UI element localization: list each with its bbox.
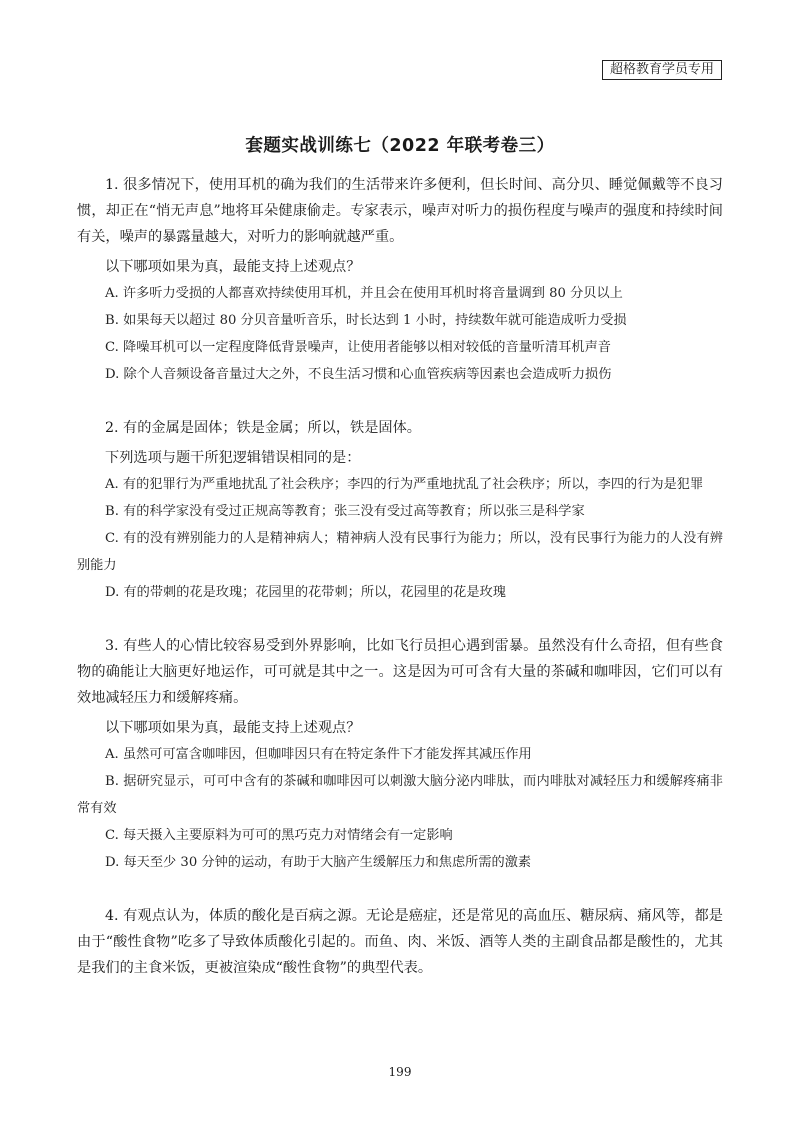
option-d[interactable]: D. 除个人音频设备音量过大之外，不良生活习惯和心血管疾病等因素也会造成听力损伤 [105, 367, 612, 382]
question-4 [77, 903, 723, 981]
option-c[interactable]: C. 有的没有辨别能力的人是精神病人；精神病人没有民事行为能力；所以，没有民事行为能力的人没有辨别能力 [77, 531, 723, 573]
question-stem: 2. 有的金属是固体；铁是金属；所以，铁是固体。 [105, 420, 421, 436]
question-stem: 1. 很多情况下，使用耳机的确为我们的生活带来许多便利，但长时间、高分贝、睡觉佩戴等不良习惯，却正在“悄无声息”地将耳朵健康偷走。专家表示，噪声对听力的损伤程度与噪声的强度和持续时间有关，噪声的暴露量越大，对听力的影响就越严重。 [77, 177, 723, 245]
option-c[interactable]: C. 每天摄入主要原料为可可的黑巧克力对情绪会有一定影响 [105, 828, 453, 843]
question-stem: 4. 有观点认为，体质的酸化是百病之源。无论是癌症，还是常见的高血压、糖尿病、痛风等，都是由于“酸性食物”吃多了导致体质酸化引起的。而鱼、肉、米饭、酒等人类的主副食品都是酸性的，尤其是我们的主食米饭，更被渲染成“酸性食物”的典型代表。 [77, 908, 723, 976]
option-b[interactable]: B. 如果每天以超过 80 分贝音量听音乐，时长达到 1 小时，持续数年就可能造成听力受损 [105, 313, 627, 328]
question-stem: 3. 有些人的心情比较容易受到外界影响，比如飞行员担心遇到雷暴。虽然没有什么奇招，但有些食物的确能让大脑更好地运作，可可就是其中之一。这是因为可可含有大量的茶碱和咖啡因，它们可以有效地减轻压力和缓解疼痛。 [77, 638, 723, 706]
question-prompt: 以下哪项如果为真，最能支持上述观点？ [105, 720, 361, 736]
option-d[interactable]: D. 每天至少 30 分钟的运动，有助于大脑产生缓解压力和焦虑所需的激素 [105, 855, 532, 870]
option-a[interactable]: A. 虽然可可富含咖啡因，但咖啡因只有在特定条件下才能发挥其减压作用 [105, 747, 532, 762]
question-2 [77, 415, 723, 606]
option-a[interactable]: A. 有的犯罪行为严重地扰乱了社会秩序；李四的行为严重地扰乱了社会秩序；所以，李四的行为是犯罪 [105, 477, 704, 492]
question-list [77, 172, 723, 1008]
question-prompt: 以下哪项如果为真，最能支持上述观点？ [105, 259, 361, 275]
question-1 [77, 172, 723, 388]
page-title: 套题实战训练七（2022 年联考卷三） [245, 136, 555, 156]
page-number: 199 [388, 1065, 412, 1079]
question-3 [77, 633, 723, 876]
option-c[interactable]: C. 降噪耳机可以一定程度降低背景噪声，让使用者能够以相对较低的音量听清耳机声音 [105, 340, 611, 355]
option-a[interactable]: A. 许多听力受损的人都喜欢持续使用耳机，并且会在使用耳机时将音量调到 80 分贝以上 [105, 286, 623, 301]
option-d[interactable]: D. 有的带刺的花是玫瑰；花园里的花带刺；所以，花园里的花是玫瑰 [105, 585, 506, 600]
question-prompt: 下列选项与题干所犯逻辑错误相同的是： [105, 450, 361, 466]
option-b[interactable]: B. 据研究显示，可可中含有的茶碱和咖啡因可以刺激大脑分泌内啡肽，而内啡肽对减轻压力和缓解疼痛非常有效 [77, 774, 723, 816]
option-b[interactable]: B. 有的科学家没有受过正规高等教育；张三没有受过高等教育；所以张三是科学家 [105, 504, 585, 519]
header-tag: 超格教育学员专用 [602, 60, 722, 80]
